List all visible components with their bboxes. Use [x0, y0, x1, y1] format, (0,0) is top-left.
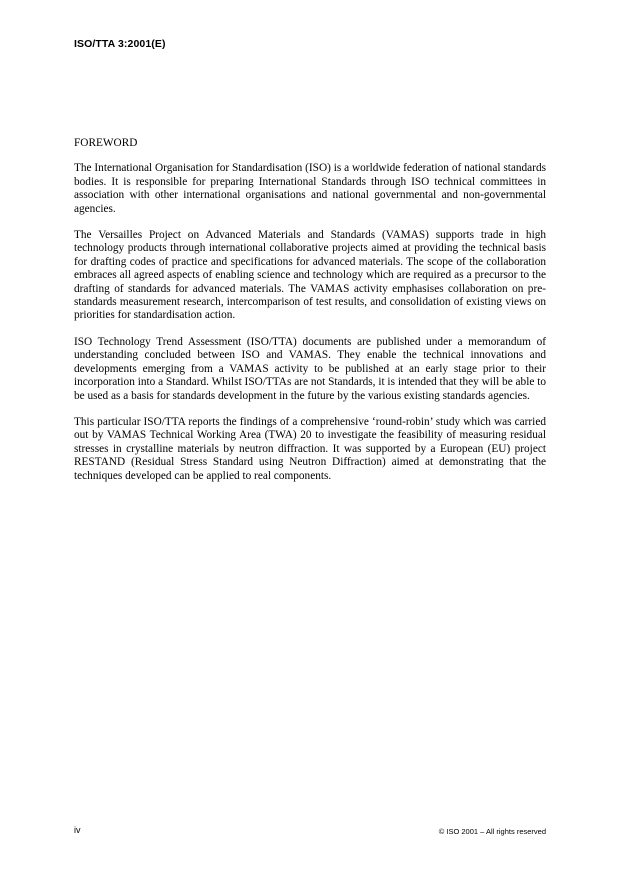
document-id: ISO/TTA 3:2001(E) — [74, 38, 166, 50]
paragraph-vamas: The Versailles Project on Advanced Materials and Standards (VAMAS) supports trade in high technology products through international collaborative projects aimed at providing the technical basis for drafting codes of practice and specifications for advanced materials. The scope of the collaboration embraces all agreed aspects of enabling science and technology which are required as a precursor to the drafting of standards for advanced materials. The VAMAS activity emphasises collaboration on pre-standards measurement research, intercomparison of test results, and consolidation of existing views on priorities for standardisation action. — [74, 229, 546, 322]
page-number: iv — [74, 825, 81, 835]
paragraph-round-robin: This particular ISO/TTA reports the findings of a comprehensive ‘round-robin’ study which was carried out by VAMAS Technical Working Area (TWA) 20 to investigate the feasibility of measuring residual stresses in crystalline materials by neutron diffraction. It was supported by a European (EU) project RESTAND (Residual Stress Standard using Neutron Diffraction) aimed at demonstrating that the techniques developed can be applied to real components. — [74, 415, 546, 482]
section-title: FOREWORD — [74, 137, 138, 149]
paragraph-iso-tta: ISO Technology Trend Assessment (ISO/TTA) documents are published under a memorandum of understanding concluded between ISO and VAMAS. They enable the technical innovations and developments emerging from a VAMAS activity to be published at an early stage prior to their incorporation into a Standard. Whilst ISO/TTAs are not Standards, it is intended that they will be able to be used as a basis for standards development in the future by the various existing standards agencies. — [74, 335, 546, 402]
paragraph-iso-intro: The International Organisation for Standardisation (ISO) is a worldwide federation of national standards bodies. It is responsible for preparing International Standards through ISO technical committees in association with other international organisations and national governmental and non-governmental agencies. — [74, 162, 546, 215]
foreword-section — [74, 137, 546, 496]
copyright-notice: © ISO 2001 – All rights reserved — [438, 827, 546, 836]
